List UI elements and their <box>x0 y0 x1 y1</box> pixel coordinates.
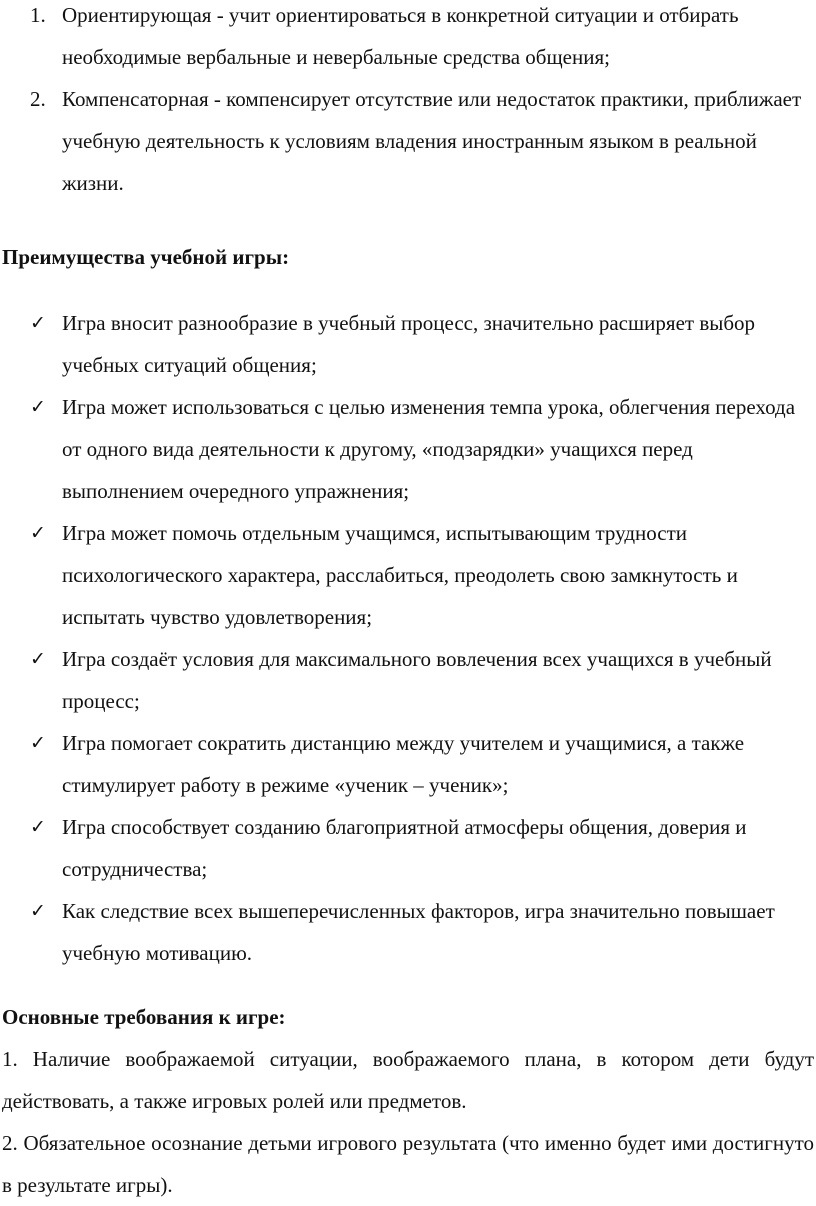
advantage-text: Как следствие всех вышеперечисленных факторов, игра значительно повышает учебную мотивацию. <box>62 899 775 965</box>
advantage-item <box>0 806 802 890</box>
numbered-list-item <box>0 78 802 204</box>
list-number: 2. <box>30 87 46 111</box>
advantages-heading: Преимущества учебной игры: <box>2 245 290 269</box>
advantage-item <box>0 302 802 386</box>
advantage-text: Игра помогает сократить дистанцию между учителем и учащимися, а также стимулирует работу в режиме «ученик – ученик»; <box>62 731 745 797</box>
advantage-text: Игра создаёт условия для максимального вовлечения всех учащихся в учебный процесс; <box>62 647 772 713</box>
check-mark-icon: ✓ <box>30 648 46 670</box>
advantage-item <box>0 722 802 806</box>
requirement-paragraph: 1. Наличие воображаемой ситуации, воображаемого плана, в котором дети будут действовать, а также игровых ролей или предметов. <box>2 1047 814 1113</box>
advantage-item <box>0 890 802 974</box>
check-mark-icon: ✓ <box>30 312 46 334</box>
list-number: 1. <box>30 3 46 27</box>
numbered-list-item <box>0 0 802 78</box>
advantage-text: Игра вносит разнообразие в учебный процесс, значительно расширяет выбор учебных ситуаций общения; <box>62 311 756 377</box>
check-mark-icon: ✓ <box>30 732 46 754</box>
list-item-text: Ориентирующая - учит ориентироваться в конкретной ситуации и отбирать необходимые вербальные и невербальные средства общения; <box>62 3 739 69</box>
check-mark-icon: ✓ <box>30 900 46 922</box>
advantage-item <box>0 386 802 512</box>
check-mark-icon: ✓ <box>30 396 46 418</box>
requirements-heading: Основные требования к игре: <box>2 1005 286 1029</box>
requirement-paragraph: 2. Обязательное осознание детьми игрового результата (что именно будет ими достигнуто в результате игры). <box>2 1131 814 1197</box>
check-mark-icon: ✓ <box>30 816 46 838</box>
advantage-item <box>0 512 802 638</box>
advantage-item <box>0 638 802 722</box>
list-item-text: Компенсаторная - компенсирует отсутствие или недостаток практики, приближает учебную деятельность к условиям владения иностранным языком в реальной жизни. <box>62 87 802 195</box>
check-mark-icon: ✓ <box>30 522 46 544</box>
advantage-text: Игра способствует созданию благоприятной атмосферы общения, доверия и сотрудничества; <box>62 815 747 881</box>
advantage-text: Игра может помочь отдельным учащимся, испытывающим трудности психологического характера, расслабиться, преодолеть свою замкнутость и испытать чувство удовлетворения; <box>62 521 738 629</box>
advantage-text: Игра может использоваться с целью изменения темпа урока, облегчения перехода от одного вида деятельности к другому, «подзарядки» учащихся перед выполнением очередного упражнения; <box>62 395 796 503</box>
